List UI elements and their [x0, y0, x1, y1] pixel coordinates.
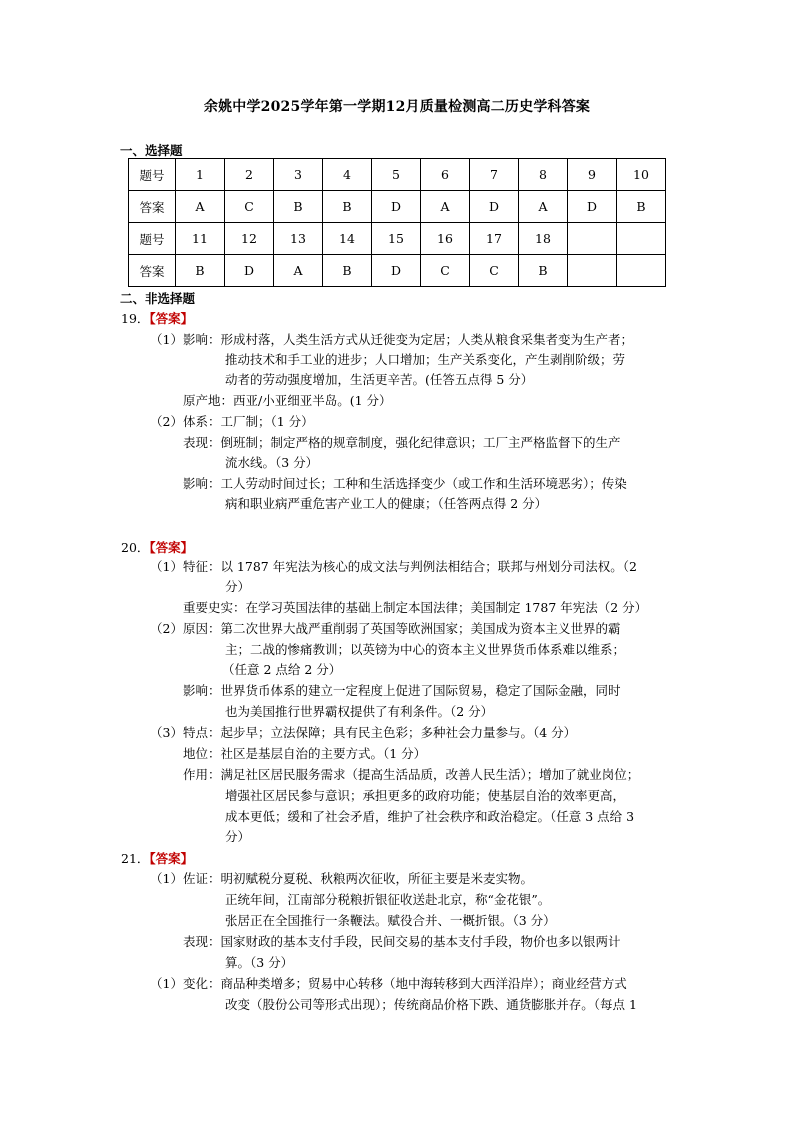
answer-tag: 【答案】 — [149, 311, 194, 326]
question-21-header — [121, 849, 193, 867]
answer-line: 影响：世界货币体系的建立一定程度上促进了国际贸易，稳定了国际金融，同时 — [183, 683, 621, 698]
table-cell: 3 — [274, 159, 323, 191]
answer-line: 成本更低；缓和了社会矛盾，维护了社会秩序和政治稳定。（任意 3 点给 3 — [225, 809, 635, 824]
answer-line: （3）特点：起步早；立法保障；具有民主色彩；多种社会力量参与。（4 分） — [150, 725, 577, 740]
question-number: 20． — [121, 540, 150, 555]
question-20-header — [121, 538, 193, 556]
answer-line: 表现：倒班制；制定严格的规章制度，强化纪律意识；工厂主严格监督下的生产 — [183, 435, 621, 450]
table-row — [129, 223, 666, 255]
table-cell: 2 — [225, 159, 274, 191]
answer-line: 影响：工人劳动时间过长；工种和生活选择变少（或工作和生活环境恶劣）；传染 — [183, 476, 627, 491]
table-cell: D — [372, 191, 421, 223]
table-cell: A — [274, 255, 323, 287]
table-cell: 1 — [176, 159, 225, 191]
table-row — [129, 159, 666, 191]
table-row — [129, 191, 666, 223]
answer-line: 增强社区居民参与意识；承担更多的政府功能；使基层自治的效率更高， — [225, 788, 626, 803]
table-row — [129, 255, 666, 287]
table-cell — [568, 255, 617, 287]
choice-answer-table — [128, 158, 666, 287]
answer-line: 地位：社区是基层自治的主要方式。（1 分） — [183, 746, 427, 761]
table-cell — [617, 255, 666, 287]
question-19-header — [121, 309, 193, 327]
table-cell — [617, 223, 666, 255]
table-cell: D — [372, 255, 421, 287]
table-cell: B — [274, 191, 323, 223]
table-cell: 9 — [568, 159, 617, 191]
table-cell: 11 — [176, 223, 225, 255]
section-heading-choice: 一、选择题 — [120, 143, 183, 158]
answer-line: （1）佐证：明初赋税分夏税、秋粮两次征收，所征主要是米麦实物。 — [150, 871, 533, 886]
table-cell: 18 — [519, 223, 568, 255]
table-cell: B — [176, 255, 225, 287]
table-cell: D — [225, 255, 274, 287]
answer-line: （1）变化：商品种类增多；贸易中心转移（地中海转移到大西洋沿岸）；商业经营方式 — [150, 976, 627, 991]
table-cell: B — [323, 191, 372, 223]
table-cell: A — [421, 191, 470, 223]
answer-line: 动者的劳动强度增加，生活更辛苦。(任答五点得 5 分） — [225, 372, 534, 387]
answer-line: 分） — [225, 579, 251, 594]
table-cell: A — [519, 191, 568, 223]
row-label: 题号 — [129, 159, 176, 191]
table-cell: 5 — [372, 159, 421, 191]
answer-line: 分） — [225, 829, 251, 844]
answer-line: 改变（股份公司等形式出现）；传统商品价格下跌、通货膨胀并存。（每点 1 — [225, 997, 637, 1012]
table-cell: B — [617, 191, 666, 223]
answer-tag: 【答案】 — [149, 540, 194, 555]
table-cell: B — [323, 255, 372, 287]
question-number: 21． — [121, 851, 150, 866]
table-cell: 7 — [470, 159, 519, 191]
table-cell: 17 — [470, 223, 519, 255]
table-cell: 14 — [323, 223, 372, 255]
page-title: 余姚中学2025学年第一学期12月质量检测高二历史学科答案 — [203, 99, 591, 115]
answer-line: 表现：国家财政的基本支付手段，民间交易的基本支付手段，物价也多以银两计 — [183, 934, 621, 949]
answer-line: 原产地：西亚/小亚细亚半岛。(1 分） — [183, 393, 392, 408]
answer-line: 正统年间，江南部分税粮折银征收送赴北京，称“金花银”。 — [225, 892, 551, 907]
answer-line: （2）体系：工厂制；（1 分） — [150, 414, 314, 429]
question-number: 19． — [121, 311, 150, 326]
answer-line: 张居正在全国推行一条鞭法。赋役合并、一概折银。（3 分） — [225, 913, 556, 928]
table-cell: C — [421, 255, 470, 287]
row-label: 答案 — [129, 191, 176, 223]
table-cell: 16 — [421, 223, 470, 255]
answer-line: 也为美国推行世界霸权提供了有利条件。（2 分） — [225, 704, 494, 719]
table-cell: 15 — [372, 223, 421, 255]
table-cell: C — [225, 191, 274, 223]
table-cell: A — [176, 191, 225, 223]
answer-line: （任意 2 点给 2 分） — [222, 662, 342, 677]
answer-line: 流水线。（3 分） — [225, 455, 319, 470]
table-cell: 12 — [225, 223, 274, 255]
row-label: 答案 — [129, 255, 176, 287]
table-cell: 4 — [323, 159, 372, 191]
table-cell: 8 — [519, 159, 568, 191]
answer-line: 主；二战的惨痛教训；以英镑为中心的资本主义世界货币体系难以维系； — [225, 642, 626, 657]
answer-line: （2）原因：第二次世界大战严重削弱了英国等欧洲国家；美国成为资本主义世界的霸 — [150, 621, 621, 636]
table-cell: C — [470, 255, 519, 287]
answer-tag: 【答案】 — [149, 851, 194, 866]
answer-line: 作用：满足社区居民服务需求（提高生活品质，改善人民生活）；增加了就业岗位； — [183, 767, 640, 782]
table-cell: 13 — [274, 223, 323, 255]
section-heading-nonchoice: 二、非选择题 — [120, 291, 196, 306]
table-cell: 6 — [421, 159, 470, 191]
answer-line: 病和职业病严重危害产业工人的健康；（任答两点得 2 分） — [225, 496, 548, 511]
row-label: 题号 — [129, 223, 176, 255]
answer-line: （1）特征：以 1787 年宪法为核心的成文法与判例法相结合；联邦与州划分司法权。（2 — [150, 559, 637, 574]
table-cell: B — [519, 255, 568, 287]
table-cell: D — [470, 191, 519, 223]
answer-line: 重要史实：在学习英国法律的基础上制定本国法律；美国制定 1787 年宪法（2 分） — [183, 600, 648, 615]
answer-line: （1）影响：形成村落，人类生活方式从迁徙变为定居；人类从粮食采集者变为生产者； — [150, 332, 633, 347]
table-cell — [568, 223, 617, 255]
answer-line: 算。（3 分） — [225, 955, 294, 970]
table-cell: 10 — [617, 159, 666, 191]
table-cell: D — [568, 191, 617, 223]
answer-line: 推动技术和手工业的进步；人口增加；生产关系变化，产生剥削阶级；劳 — [225, 352, 626, 367]
